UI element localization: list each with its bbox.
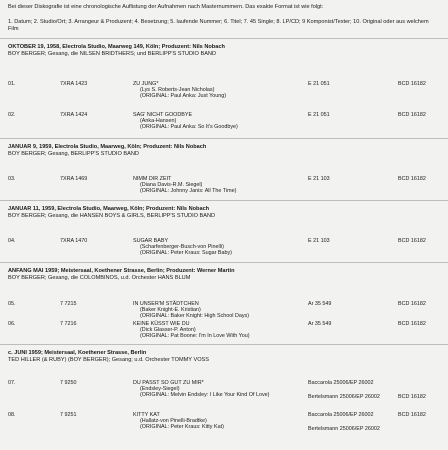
track-title: NIMM DIR ZEIT	[133, 176, 172, 182]
composer-credit: (Anka-Hansen)	[140, 118, 177, 124]
catalog-number: BCD 16182	[398, 81, 426, 87]
composer-credit: (Diana Davis-R.M. Siegel)	[140, 182, 203, 188]
session-divider	[0, 344, 448, 345]
session-divider	[0, 138, 448, 139]
original-version: (ORIGINAL: Melvin Endsley: I Like Your Kind Of Love)	[140, 392, 270, 398]
composer-credit: (Hallatz-von Pinelli-Bradtke)	[140, 418, 207, 424]
single-number: E 21 103	[308, 238, 330, 244]
matrix-number: 7 9251	[60, 412, 77, 418]
track-title: KEINE KÜSST WIE DU	[133, 321, 190, 327]
original-version: (ORIGINAL: Peter Kraus: Kitty Kat)	[140, 424, 224, 430]
track-title: SUGAR BABY	[133, 238, 169, 244]
matrix-number: 7 7216	[60, 321, 77, 327]
track-number: 06.	[8, 321, 16, 327]
session-heading: JANUAR 11, 1959, Electrola Studio, Maarweg, Köln; Produzent: Nils Nobach	[8, 206, 210, 212]
composer-credit: (Endsley-Siegel)	[140, 386, 180, 392]
intro-line-1: Bei dieser Diskografie ist eine chronologische Auflistung der Aufnahmen nach Masternummern. Das exakte Format ist wie folgt:	[8, 4, 324, 10]
track-title: IN UNSER'M STÄDTCHEN	[133, 301, 199, 307]
track-number: 01.	[8, 81, 16, 87]
track-number: 02.	[8, 112, 16, 118]
single-number: Baccarola 25006/EP 26002	[308, 380, 374, 386]
intro-line-2: 1. Datum; 2. Studio/Ort; 3. Arrangeur & Produzent; 4. Besetzung; 5. laufende Nummer; 6. Titel; 7. 45 Single; 8. LP/CD; 9 Komponist/Texter; 10. Original oder aus welchem Film	[8, 19, 429, 32]
track-number: 04.	[8, 238, 16, 244]
catalog-number: BCD 16182	[398, 412, 426, 418]
catalog-number: BCD 16182	[398, 301, 426, 307]
catalog-number: BCD 16182	[398, 394, 426, 400]
original-version: (ORIGINAL: Paul Anka: Just Young)	[140, 93, 226, 99]
original-version: (ORIGINAL: Pat Boone: I'm In Love With You)	[140, 333, 250, 339]
matrix-number: 7 7215	[60, 301, 77, 307]
single-number: Baccarola 25006/EP 26002	[308, 412, 374, 418]
session-personnel: BOY BERGER; Gesang, die HANSEN BOYS & GIRLS, BERLIPP'S STUDIO BAND	[8, 213, 216, 219]
session-divider	[0, 38, 448, 39]
single-number-alt: Bertelsmann 25006/EP 26002	[308, 426, 380, 432]
track-number: 07.	[8, 380, 16, 386]
catalog-number: BCD 16182	[398, 238, 426, 244]
original-version: (ORIGINAL: Paul Anka: So It's Goodbye)	[140, 124, 238, 130]
matrix-number: 7 9250	[60, 380, 77, 386]
composer-credit: (Lys S. Roberts-Jean Nicholas)	[140, 87, 215, 93]
matrix-number: 7XRA 1423	[60, 81, 88, 87]
single-number: E 21 051	[308, 112, 330, 118]
session-heading: c. JUNI 1959; Meistersaal, Koethener Strasse, Berlin	[8, 350, 147, 356]
track-title: KITTY KAT	[133, 412, 160, 418]
session-personnel: BOY BERGER; Gesang, BERLIPP'S STUDIO BAND	[8, 151, 139, 157]
matrix-number: 7XRA 1424	[60, 112, 88, 118]
session-heading: JANUAR 9, 1959, Electrola Studio, Maarweg, Köln; Produzent: Nils Nobach	[8, 144, 207, 150]
catalog-number: BCD 16182	[398, 321, 426, 327]
composer-credit: (Baker Knight-E. Kristian)	[140, 307, 201, 313]
composer-credit: (Dick Glasser-P. Anton)	[140, 327, 196, 333]
original-version: (ORIGINAL: Baker Knight: High School Days)	[140, 313, 250, 319]
session-heading: ANFANG MAI 1959; Meistersaal, Koethener Strasse, Berlin; Produzent: Werner Martin	[8, 268, 235, 274]
track-title: ZU JUNG*	[133, 81, 159, 87]
catalog-number: BCD 16182	[398, 176, 426, 182]
session-personnel: TED HILLER (& RUBY) (BOY BERGER); Gesang; u.d. Orchester TOMMY VOSS	[8, 357, 210, 363]
original-version: (ORIGINAL: Johnny Janis: All The Time)	[140, 188, 237, 194]
session-divider	[0, 262, 448, 263]
composer-credit: (Scharfenberger-Busch-von Pinelli)	[140, 244, 224, 250]
session-personnel: BOY BERGER; Gesang, die NILSEN BRIDTHERS; und BERLIPP'S STUDIO BAND	[8, 51, 217, 57]
single-number-alt: Bertelsmann 25006/EP 26002	[308, 394, 380, 400]
session-heading: OKTOBER 19, 1958, Electrola Studio, Maarweg 149, Köln; Produzent: Nils Nobach	[8, 44, 225, 50]
single-number: Ar 35 549	[308, 301, 332, 307]
single-number: E 21 103	[308, 176, 330, 182]
session-personnel: BOY BERGER; Gesang, die COLOMBINOS, u.d. Orchester HANS BLUM	[8, 275, 191, 281]
track-number: 05.	[8, 301, 16, 307]
track-title: SAG' NICHT GOODBYE	[133, 112, 193, 118]
track-number: 08.	[8, 412, 16, 418]
matrix-number: 7XRA 1469	[60, 176, 88, 182]
original-version: (ORIGINAL: Peter Kraus: Sugar Baby)	[140, 250, 232, 256]
track-title: DU PASST SO GUT ZU MIR*	[133, 380, 204, 386]
single-number: Ar 35 549	[308, 321, 332, 327]
matrix-number: 7XRA 1470	[60, 238, 88, 244]
session-divider	[0, 200, 448, 201]
catalog-number: BCD 16182	[398, 112, 426, 118]
track-number: 03.	[8, 176, 16, 182]
single-number: E 21 051	[308, 81, 330, 87]
